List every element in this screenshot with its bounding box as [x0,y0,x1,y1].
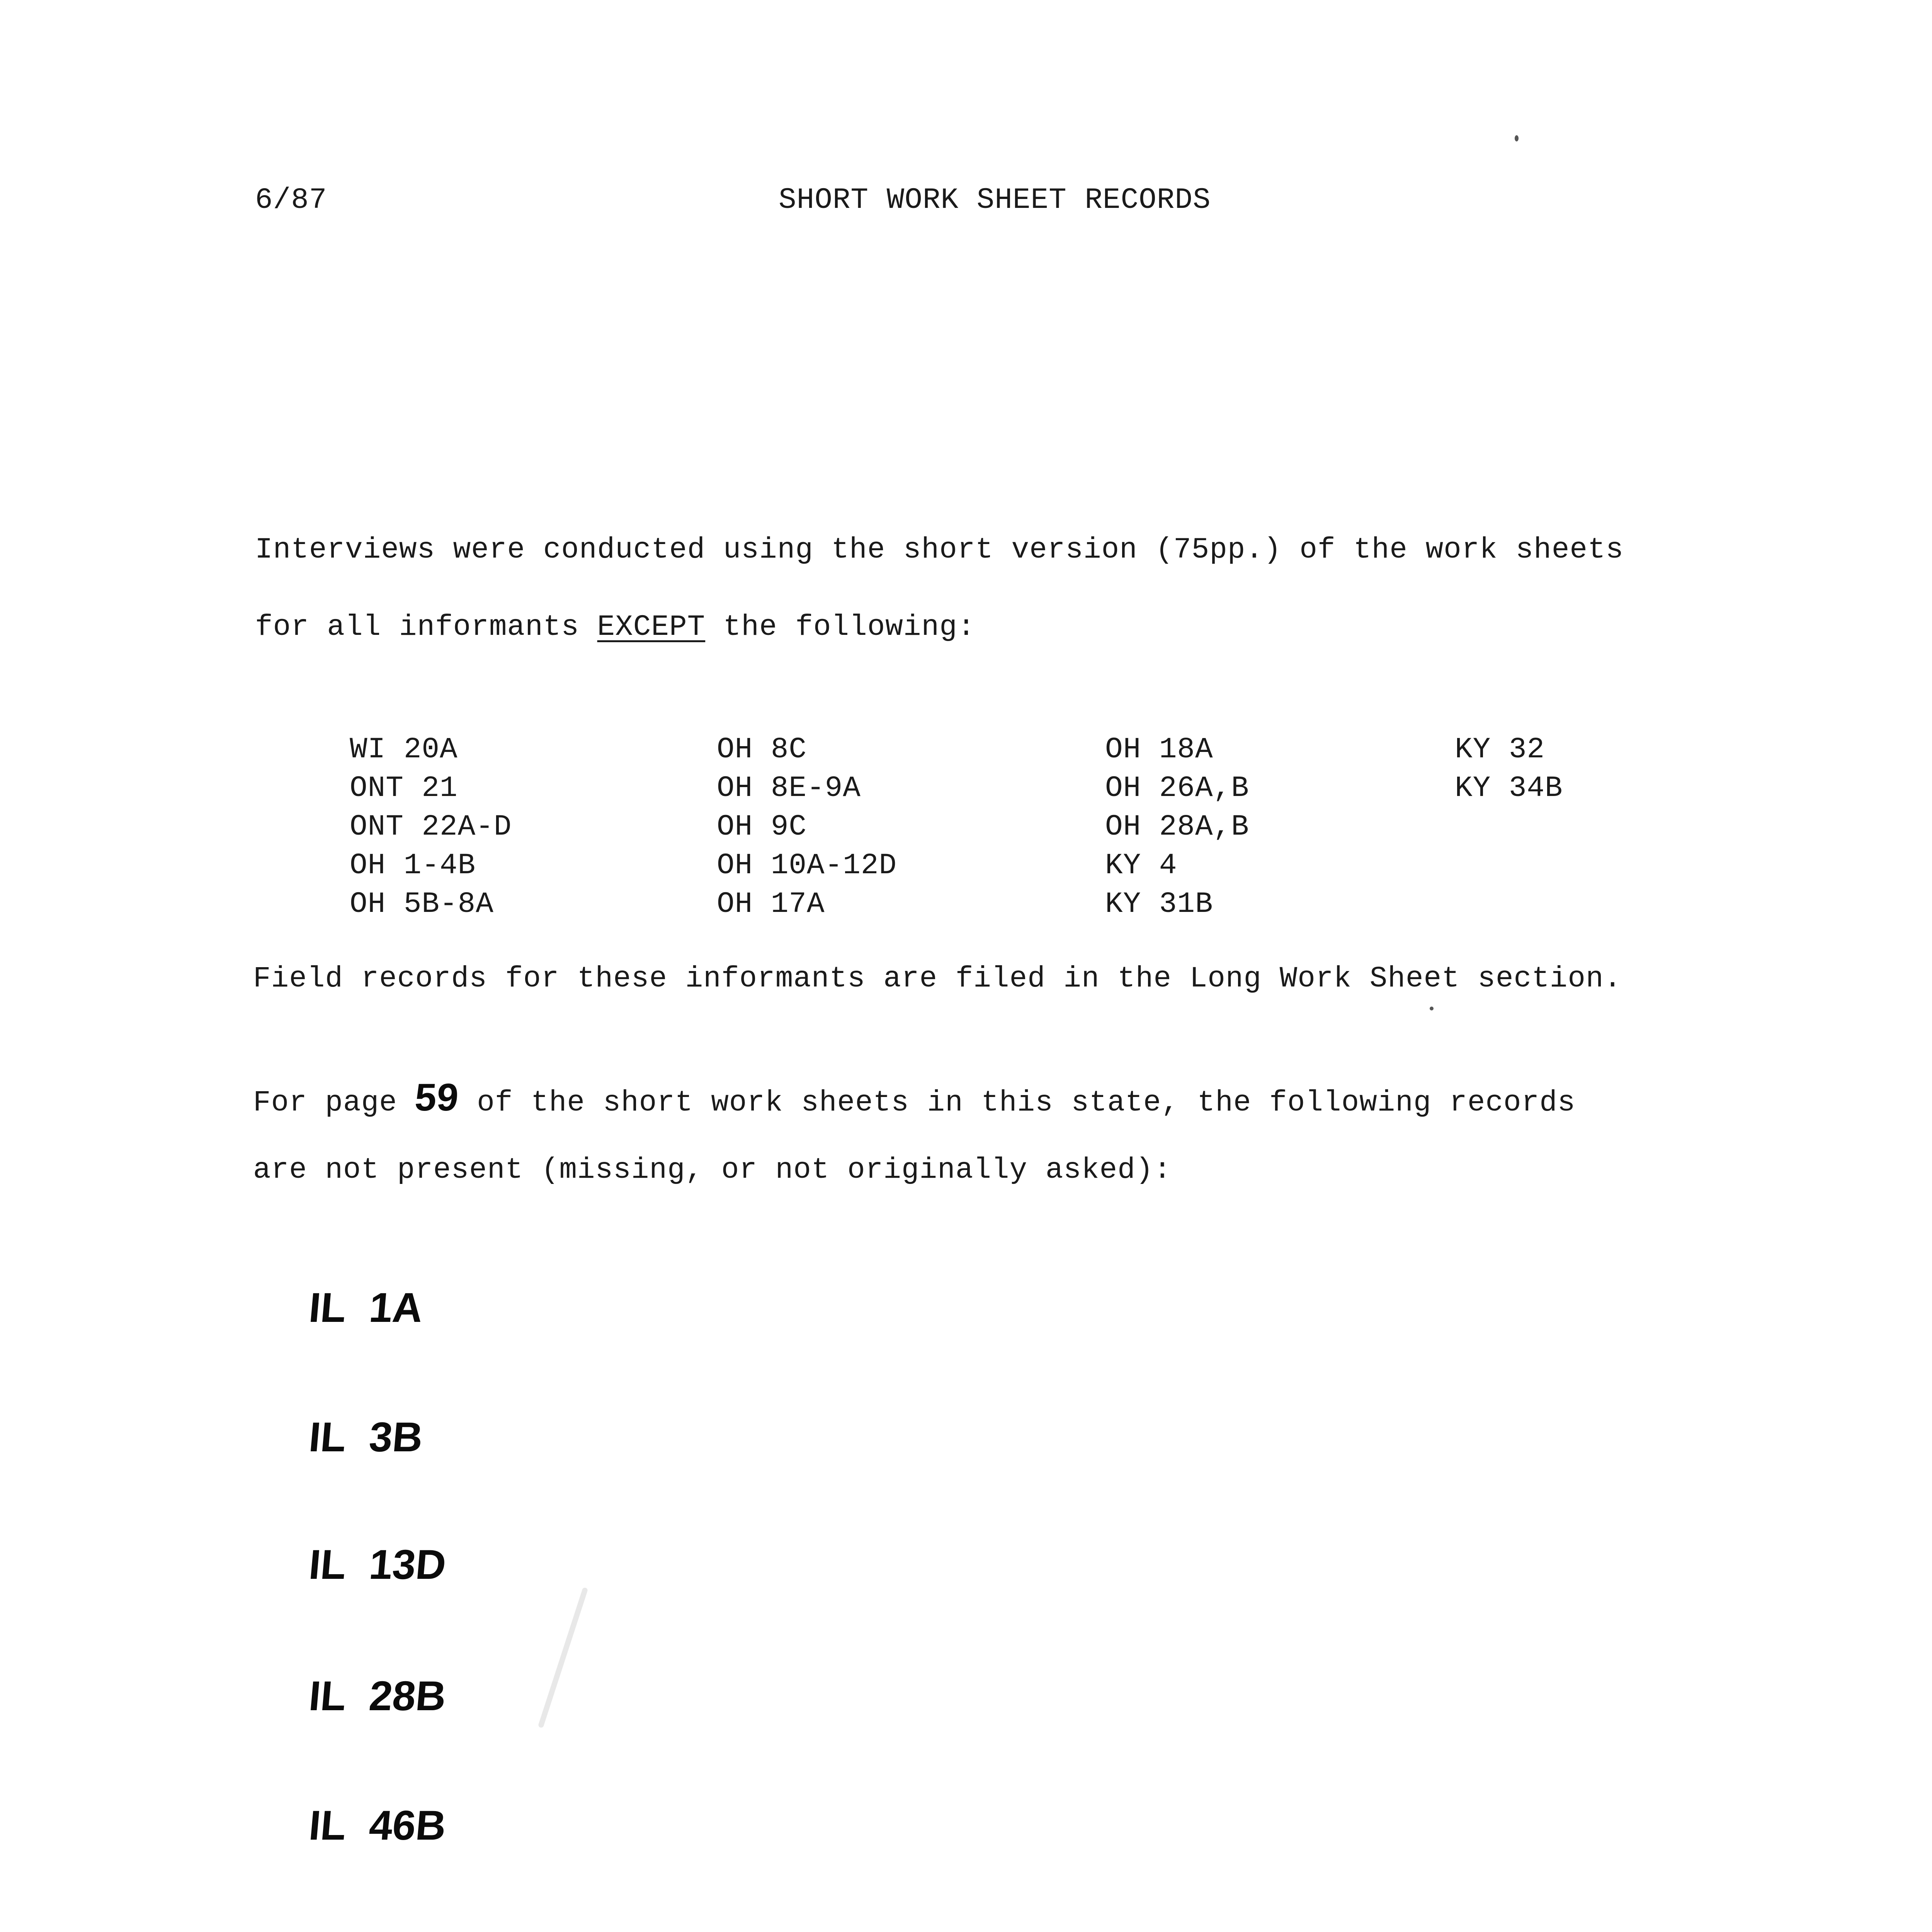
scan-speck [1430,1007,1434,1010]
exception-item: OH 5B-8A [350,888,494,921]
exception-item: OH 8C [717,733,807,766]
exception-item: OH 17A [717,888,825,921]
handwritten-page-number: 59 [413,1076,461,1119]
exception-item: OH 18A [1105,733,1213,766]
missing-record [307,1672,448,1719]
exceptions-column-4 [1455,730,1563,808]
exception-item: ONT 22A-D [350,810,512,844]
exception-item: KY 34B [1455,772,1563,805]
exception-item: OH 8E-9A [717,772,861,805]
scan-streak [538,1587,588,1728]
document-date: 6/87 [255,184,327,217]
exceptions-column-3 [1105,730,1249,923]
intro-line-1: Interviews were conducted using the short version (75pp.) of the work sheets [255,533,1624,566]
missing-record [307,1541,448,1588]
except-emphasis: EXCEPT [597,611,706,644]
missing-record [307,1413,425,1460]
intro-line-2-start: for all informants [255,611,597,644]
exception-item: OH 26A,B [1105,772,1249,805]
exception-item: KY 32 [1455,733,1545,766]
missing-record [307,1802,448,1849]
page-note-line-1 [253,1078,1575,1117]
field-records-note: Field records for these informants are filed in the Long Work Sheet section. [253,962,1622,995]
missing-record-state: IL [307,1802,349,1849]
page-note-start: For page [253,1086,415,1119]
missing-record-state: IL [307,1284,349,1331]
exception-item: KY 4 [1105,849,1177,882]
page-note-end: of the short work sheets in this state, the following records [459,1086,1576,1119]
exception-item: OH 10A-12D [717,849,897,882]
exception-item: OH 1-4B [350,849,476,882]
exceptions-column-1 [350,730,512,923]
missing-record-id: 28B [367,1672,448,1719]
missing-record [307,1284,425,1331]
missing-record-state: IL [307,1413,349,1460]
intro-line-2-end: the following: [705,611,976,644]
intro-line-2 [255,612,975,642]
document-title: SHORT WORK SHEET RECORDS [779,184,1211,217]
exception-item: WI 20A [350,733,458,766]
missing-record-state: IL [307,1672,349,1719]
exception-item: OH 28A,B [1105,810,1249,844]
page-note-line-2: are not present (missing, or not originally asked): [253,1153,1172,1187]
exceptions-column-2 [717,730,897,923]
missing-record-id: 46B [367,1802,448,1849]
missing-record-id: 1A [367,1284,425,1331]
missing-record-id: 3B [367,1413,425,1460]
missing-record-id: 13D [367,1541,448,1588]
scan-speck [1515,135,1519,141]
exception-item: OH 9C [717,810,807,844]
exception-item: ONT 21 [350,772,458,805]
exception-item: KY 31B [1105,888,1213,921]
missing-record-state: IL [307,1541,349,1588]
